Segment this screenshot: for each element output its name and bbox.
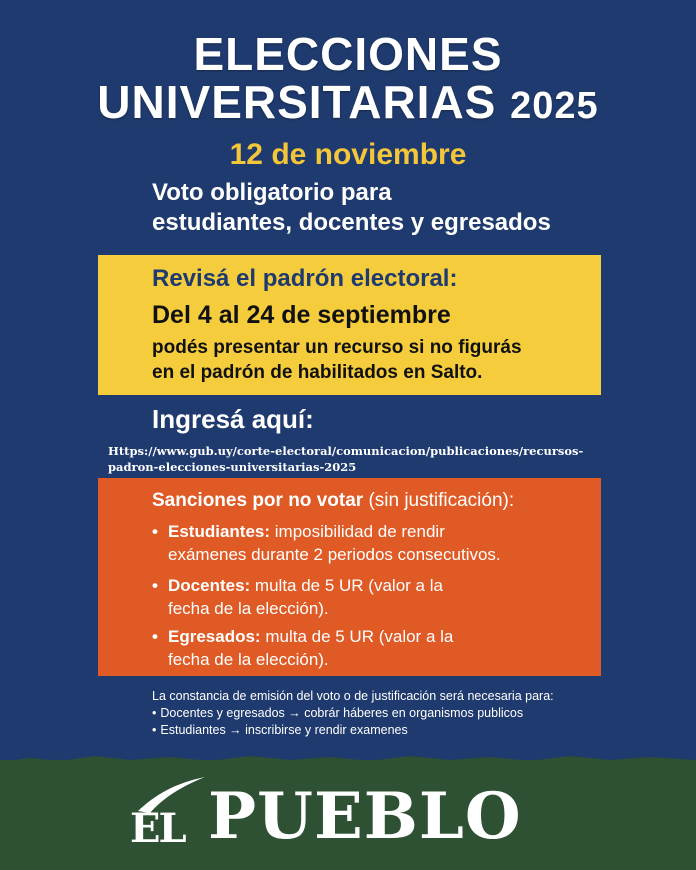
mandatory-line-1: Voto obligatorio para <box>152 179 392 206</box>
sanction-text <box>168 574 592 620</box>
mandatory-line-2: estudiantes, docentes y egresados <box>152 209 551 236</box>
constancia-note <box>152 688 622 739</box>
constancia-item-text: Docentes y egresados → cobrár háberes en organismos publicos <box>160 706 524 720</box>
bullet: • <box>152 576 158 595</box>
sanctions-box <box>98 478 601 676</box>
logo-pueblo: PUEBLO <box>208 779 522 854</box>
constancia-item <box>152 705 622 722</box>
padron-text-line-1: podés presentar un recurso si no figurás <box>152 337 522 358</box>
sanction-who: Docentes: <box>168 576 251 595</box>
sanction-line-2: fecha de la elección). <box>168 650 329 669</box>
el-pueblo-logo[interactable] <box>110 773 590 853</box>
sanction-text <box>168 520 592 566</box>
sanction-item-graduates <box>152 625 592 671</box>
padron-text <box>152 335 592 385</box>
bullet: • <box>152 522 158 541</box>
padron-text-line-2: en el padrón de habilitados en Salto. <box>152 362 483 383</box>
padron-box <box>98 255 601 395</box>
title-word: UNIVERSITARIAS <box>97 76 497 128</box>
padron-dates: Del 4 al 24 de septiembre <box>152 301 451 329</box>
sanctions-heading <box>152 490 514 512</box>
sanction-line-1: imposibilidad de rendir <box>274 522 445 541</box>
constancia-item <box>152 722 622 739</box>
sanctions-heading-note: (sin justificación): <box>368 490 515 511</box>
title-line-2 <box>0 76 696 132</box>
sanction-who: Estudiantes: <box>168 522 271 541</box>
sanction-line-2: fecha de la elección). <box>168 599 329 618</box>
bullet: • <box>152 706 157 720</box>
sanction-item-students <box>152 520 592 566</box>
bullet: • <box>152 723 157 737</box>
title-year: 2025 <box>510 85 599 127</box>
sanction-item-teachers <box>152 574 592 620</box>
padron-url-link[interactable] <box>108 443 598 475</box>
bullet: • <box>152 627 158 646</box>
title-line-1: ELECCIONES <box>193 28 503 80</box>
link-label: Ingresá aquí: <box>152 404 314 434</box>
sanctions-heading-main: Sanciones por no votar <box>152 490 364 511</box>
logo-el: EL <box>130 805 185 852</box>
url-line-1[interactable]: Https://www.gub.uy/corte-electoral/comunicacion/publicaciones/recursos- <box>108 444 584 458</box>
sanction-who: Egresados: <box>168 627 261 646</box>
mandatory-vote-text <box>152 178 612 238</box>
url-line-2[interactable]: padron-elecciones-universitarias-2025 <box>108 460 357 474</box>
constancia-intro: La constancia de emisión del voto o de justificación será necesaria para: <box>152 689 554 703</box>
padron-heading: Revisá el padrón electoral: <box>152 265 458 292</box>
sanction-line-2: exámenes durante 2 periodos consecutivos. <box>168 545 501 564</box>
sanction-line-1: multa de 5 UR (valor a la <box>254 576 443 595</box>
sanction-line-1: multa de 5 UR (valor a la <box>265 627 454 646</box>
election-date: 12 de noviembre <box>229 138 467 171</box>
constancia-item-text: Estudiantes → inscribirse y rendir examenes <box>160 723 408 737</box>
sanction-text <box>168 625 592 671</box>
